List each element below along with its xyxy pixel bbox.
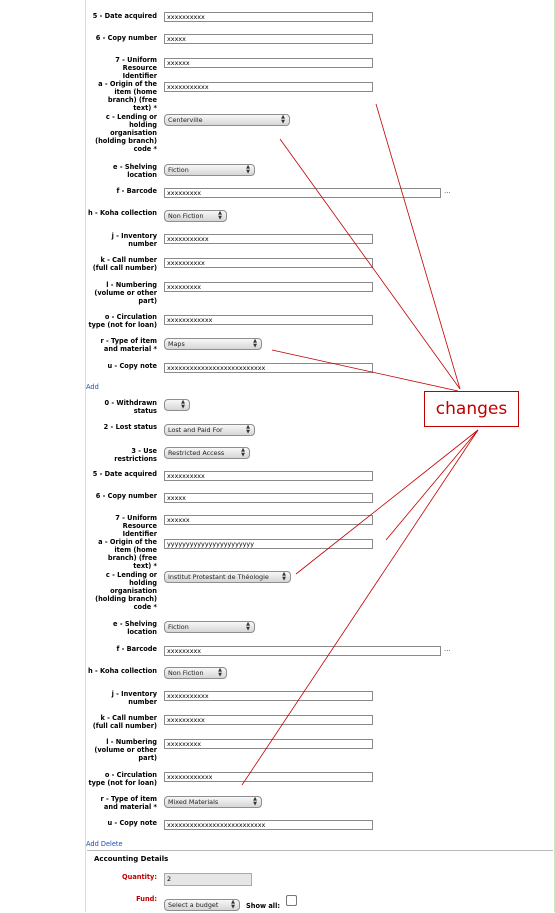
koha-collection-select-1[interactable] — [164, 210, 227, 222]
barcode-plugin-link-1[interactable]: ... — [444, 187, 451, 195]
label-lending-1: c - Lending or holding organisation (holding branch) code * — [95, 113, 157, 153]
uri-input-1[interactable]: xxxxxx — [164, 58, 373, 68]
shelving-select-2[interactable] — [164, 621, 255, 633]
copy-number-input-1[interactable]: xxxxx — [164, 34, 373, 44]
call-number-input-1[interactable]: xxxxxxxxxx — [164, 258, 373, 268]
label-origin-2: a - Origin of the item (home branch) (free text) * — [98, 538, 157, 570]
copy-note-input-2[interactable]: xxxxxxxxxxxxxxxxxxxxxxxxxx — [164, 820, 373, 830]
updown-arrow-icon: ▲ ▼ — [282, 571, 286, 582]
label-copy-note-2: u - Copy note — [107, 819, 157, 827]
add-link[interactable]: Add — [86, 383, 99, 391]
label-quantity: Quantity: — [122, 873, 157, 881]
uri-input-2[interactable]: xxxxxx — [164, 515, 373, 525]
label-withdrawn-2: 0 - Withdrawn status — [104, 399, 157, 415]
label-copy-number-1: 6 - Copy number — [95, 34, 157, 42]
label-fund: Fund: — [136, 895, 157, 903]
item-type-select-1[interactable] — [164, 338, 262, 350]
fund-select-value: Select a budget — [168, 901, 219, 909]
lending-select-1-value: Centerville — [168, 116, 203, 124]
label-date-acquired-1: 5 - Date acquired — [92, 12, 157, 20]
updown-arrow-icon: ▲ ▼ — [218, 210, 222, 221]
lost-status-select-2-value: Lost and Paid For — [168, 426, 223, 434]
show-all-checkbox[interactable] — [286, 895, 297, 906]
item-type-select-2[interactable] — [164, 796, 262, 808]
changes-callout: changes — [424, 391, 519, 427]
copy-note-input-1[interactable]: xxxxxxxxxxxxxxxxxxxxxxxxxx — [164, 363, 373, 373]
label-lending-2: c - Lending or holding organisation (holding branch) code * — [95, 571, 157, 611]
item-type-select-2-value: Mixed Materials — [168, 798, 219, 806]
label-date-acquired-2: 5 - Date acquired — [92, 470, 157, 478]
label-call-number-2: k - Call number (full call number) — [92, 714, 157, 730]
add-delete-link[interactable]: Add Delete — [86, 840, 123, 848]
label-circulation-2: o - Circulation type (not for loan) — [88, 771, 157, 787]
withdrawn-select-2[interactable] — [164, 399, 190, 411]
label-item-type-1: r - Type of item and material * — [100, 337, 157, 353]
label-item-type-2: r - Type of item and material * — [100, 795, 157, 811]
numbering-input-2[interactable]: xxxxxxxxx — [164, 739, 373, 749]
numbering-input-1[interactable]: xxxxxxxxx — [164, 282, 373, 292]
circulation-input-2[interactable]: xxxxxxxxxxxx — [164, 772, 373, 782]
label-origin-1: a - Origin of the item (home branch) (free text) * — [98, 80, 157, 112]
item-type-select-1-value: Maps — [168, 340, 185, 348]
date-acquired-input-2[interactable]: xxxxxxxxxx — [164, 471, 373, 481]
label-copy-number-2: 6 - Copy number — [95, 492, 157, 500]
label-copy-note-1: u - Copy note — [107, 362, 157, 370]
koha-collection-select-2[interactable] — [164, 667, 227, 679]
inventory-input-2[interactable]: xxxxxxxxxxx — [164, 691, 373, 701]
show-all-label: Show all: — [246, 902, 280, 910]
label-inventory-1: j - Inventory number — [111, 232, 157, 248]
shelving-select-1-value: Fiction — [168, 166, 189, 174]
barcode-input-2[interactable]: xxxxxxxxx — [164, 646, 441, 656]
barcode-plugin-link-2[interactable]: ... — [444, 645, 451, 653]
call-number-input-2[interactable]: xxxxxxxxxx — [164, 715, 373, 725]
updown-arrow-icon: ▲ ▼ — [281, 114, 285, 125]
label-uri-1: 7 - Uniform Resource Identifier — [115, 56, 157, 80]
label-shelving-2: e - Shelving location — [113, 620, 157, 636]
origin-input-2[interactable]: yyyyyyyyyyyyyyyyyyyyyyy — [164, 539, 373, 549]
updown-arrow-icon: ▲ ▼ — [246, 164, 250, 175]
updown-arrow-icon: ▲ ▼ — [218, 667, 222, 678]
fund-select[interactable] — [164, 899, 240, 911]
use-restrictions-select-2[interactable] — [164, 447, 250, 459]
label-circulation-1: o - Circulation type (not for loan) — [88, 313, 157, 329]
updown-arrow-icon: ▲ ▼ — [241, 447, 245, 458]
date-acquired-input-1[interactable]: xxxxxxxxxx — [164, 12, 373, 22]
lending-select-1[interactable] — [164, 114, 290, 126]
lending-select-2[interactable] — [164, 571, 291, 583]
updown-arrow-icon: ▲ ▼ — [246, 424, 250, 435]
label-call-number-1: k - Call number (full call number) — [92, 256, 157, 272]
quantity-input[interactable]: 2 — [164, 873, 252, 886]
barcode-input-1[interactable]: xxxxxxxxx — [164, 188, 441, 198]
label-shelving-1: e - Shelving location — [113, 163, 157, 179]
updown-arrow-icon: ▲ ▼ — [246, 621, 250, 632]
accounting-legend: Accounting Details — [94, 855, 169, 863]
label-koha-collection-1: h - Koha collection — [88, 209, 157, 217]
label-barcode-1: f - Barcode — [116, 187, 157, 195]
inventory-input-1[interactable]: xxxxxxxxxxx — [164, 234, 373, 244]
label-lost-status-2: 2 - Lost status — [103, 423, 157, 431]
updown-arrow-icon: ▲ ▼ — [253, 796, 257, 807]
updown-arrow-icon: ▲ ▼ — [231, 899, 235, 910]
label-koha-collection-2: h - Koha collection — [88, 667, 157, 675]
shelving-select-1[interactable] — [164, 164, 255, 176]
shelving-select-2-value: Fiction — [168, 623, 189, 631]
label-numbering-1: l - Numbering (volume or other part) — [94, 281, 157, 305]
origin-input-1[interactable]: xxxxxxxxxxx — [164, 82, 373, 92]
lost-status-select-2[interactable] — [164, 424, 255, 436]
copy-number-input-2[interactable]: xxxxx — [164, 493, 373, 503]
koha-collection-select-2-value: Non Fiction — [168, 669, 204, 677]
label-inventory-2: j - Inventory number — [111, 690, 157, 706]
koha-collection-select-1-value: Non Fiction — [168, 212, 204, 220]
label-numbering-2: l - Numbering (volume or other part) — [94, 738, 157, 762]
lending-select-2-value: Institut Protestant de Théologie — [168, 573, 269, 581]
label-barcode-2: f - Barcode — [116, 645, 157, 653]
label-uri-2: 7 - Uniform Resource Identifier — [115, 514, 157, 538]
updown-arrow-icon: ▲ ▼ — [181, 399, 185, 410]
updown-arrow-icon: ▲ ▼ — [253, 338, 257, 349]
use-restrictions-select-2-value: Restricted Access — [168, 449, 225, 457]
label-use-restrictions-2: 3 - Use restrictions — [114, 447, 157, 463]
circulation-input-1[interactable]: xxxxxxxxxxxx — [164, 315, 373, 325]
